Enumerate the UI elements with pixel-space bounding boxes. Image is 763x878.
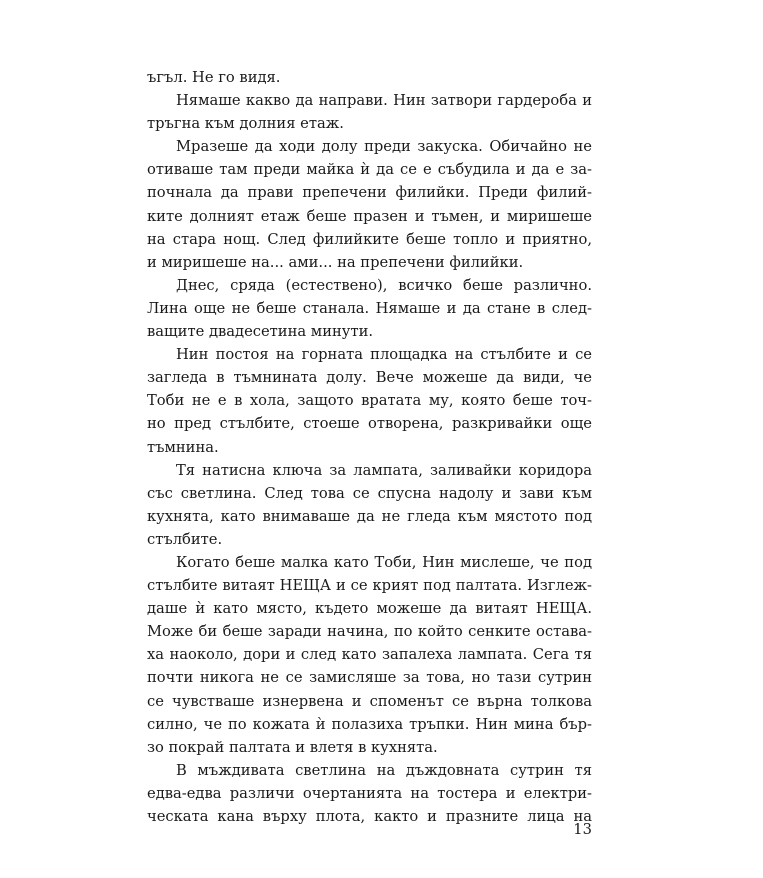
text-line: зо покрай палтата и влетя в кухнята. bbox=[147, 738, 438, 756]
text-line: Нин постоя на горната площадка на стълбите и се bbox=[176, 346, 592, 364]
text-line: Може би беше заради начина, по който сенките остава- bbox=[147, 623, 592, 641]
text-line: на стара нощ. След филийките беше топло и приятно, bbox=[147, 230, 592, 248]
text-line: Тоби не е в хола, защото вратата му, която беше точ- bbox=[147, 392, 592, 410]
text-line: кухнята, като внимаваше да не гледа към мястото под bbox=[147, 507, 592, 525]
text-line: Когато беше малка като Тоби, Нин мислеше, че под bbox=[176, 553, 592, 571]
text-line: едва-едва различи очертанията на тостера и електри- bbox=[147, 784, 592, 802]
text-line: ха наоколо, дори и след като запалеха лампата. Сега тя bbox=[147, 646, 592, 664]
text-line: Днес, сряда (естествено), всичко беше различно. bbox=[176, 276, 592, 294]
text-line: Лина още не беше станала. Нямаше и да стане в след- bbox=[147, 299, 592, 317]
text-line: и миришеше на... ами... на препечени филийки. bbox=[147, 253, 524, 271]
text-line: В мъждивата светлина на дъждовната сутрин тя bbox=[176, 761, 592, 779]
text-line: стълбите витаят НЕЩА и се крият под палтата. Изглеж- bbox=[147, 577, 592, 595]
text-line: силно, че по кожата ѝ полазиха тръпки. Нин мина бър- bbox=[147, 715, 592, 733]
text-line: загледа в тъмнината долу. Вече можеше да види, че bbox=[147, 369, 592, 387]
text-line: почти никога не се замисляше за това, но тази сутрин bbox=[147, 669, 592, 687]
text-line: със светлина. След това се спусна надолу и зави към bbox=[147, 484, 592, 502]
page-number: 13 bbox=[573, 821, 592, 838]
text-line: ъгъл. Не го видя. bbox=[147, 69, 281, 86]
body-text bbox=[147, 66, 592, 828]
text-line: ческата кана върху плота, както и празните лица на bbox=[147, 808, 592, 825]
text-line: тръгна към долния етаж. bbox=[147, 115, 344, 133]
text-line: ващите двадесетина минути. bbox=[147, 323, 374, 341]
text-line: но пред стълбите, стоеше отворена, разкривайки още bbox=[147, 415, 592, 433]
text-line: Мразеше да ходи долу преди закуска. Обичайно не bbox=[176, 138, 592, 156]
text-line: се чувстваше изнервена и споменът се върна толкова bbox=[147, 692, 592, 710]
text-line: Тя натисна ключа за лампата, заливайки коридора bbox=[176, 461, 592, 479]
text-line: отиваше там преди майка ѝ да се е събудила и да е за- bbox=[147, 161, 592, 179]
text-line: ките долният етаж беше празен и тъмен, и миришеше bbox=[147, 207, 592, 225]
text-line: Нямаше какво да направи. Нин затвори гардероба и bbox=[176, 92, 592, 110]
text-line: тъмнина. bbox=[147, 438, 219, 456]
text-line: стълбите. bbox=[147, 530, 223, 548]
text-line: даше ѝ като място, където можеше да витаят НЕЩА. bbox=[147, 600, 592, 618]
text-line: почнала да прави препечени филийки. Преди филий- bbox=[147, 184, 592, 202]
